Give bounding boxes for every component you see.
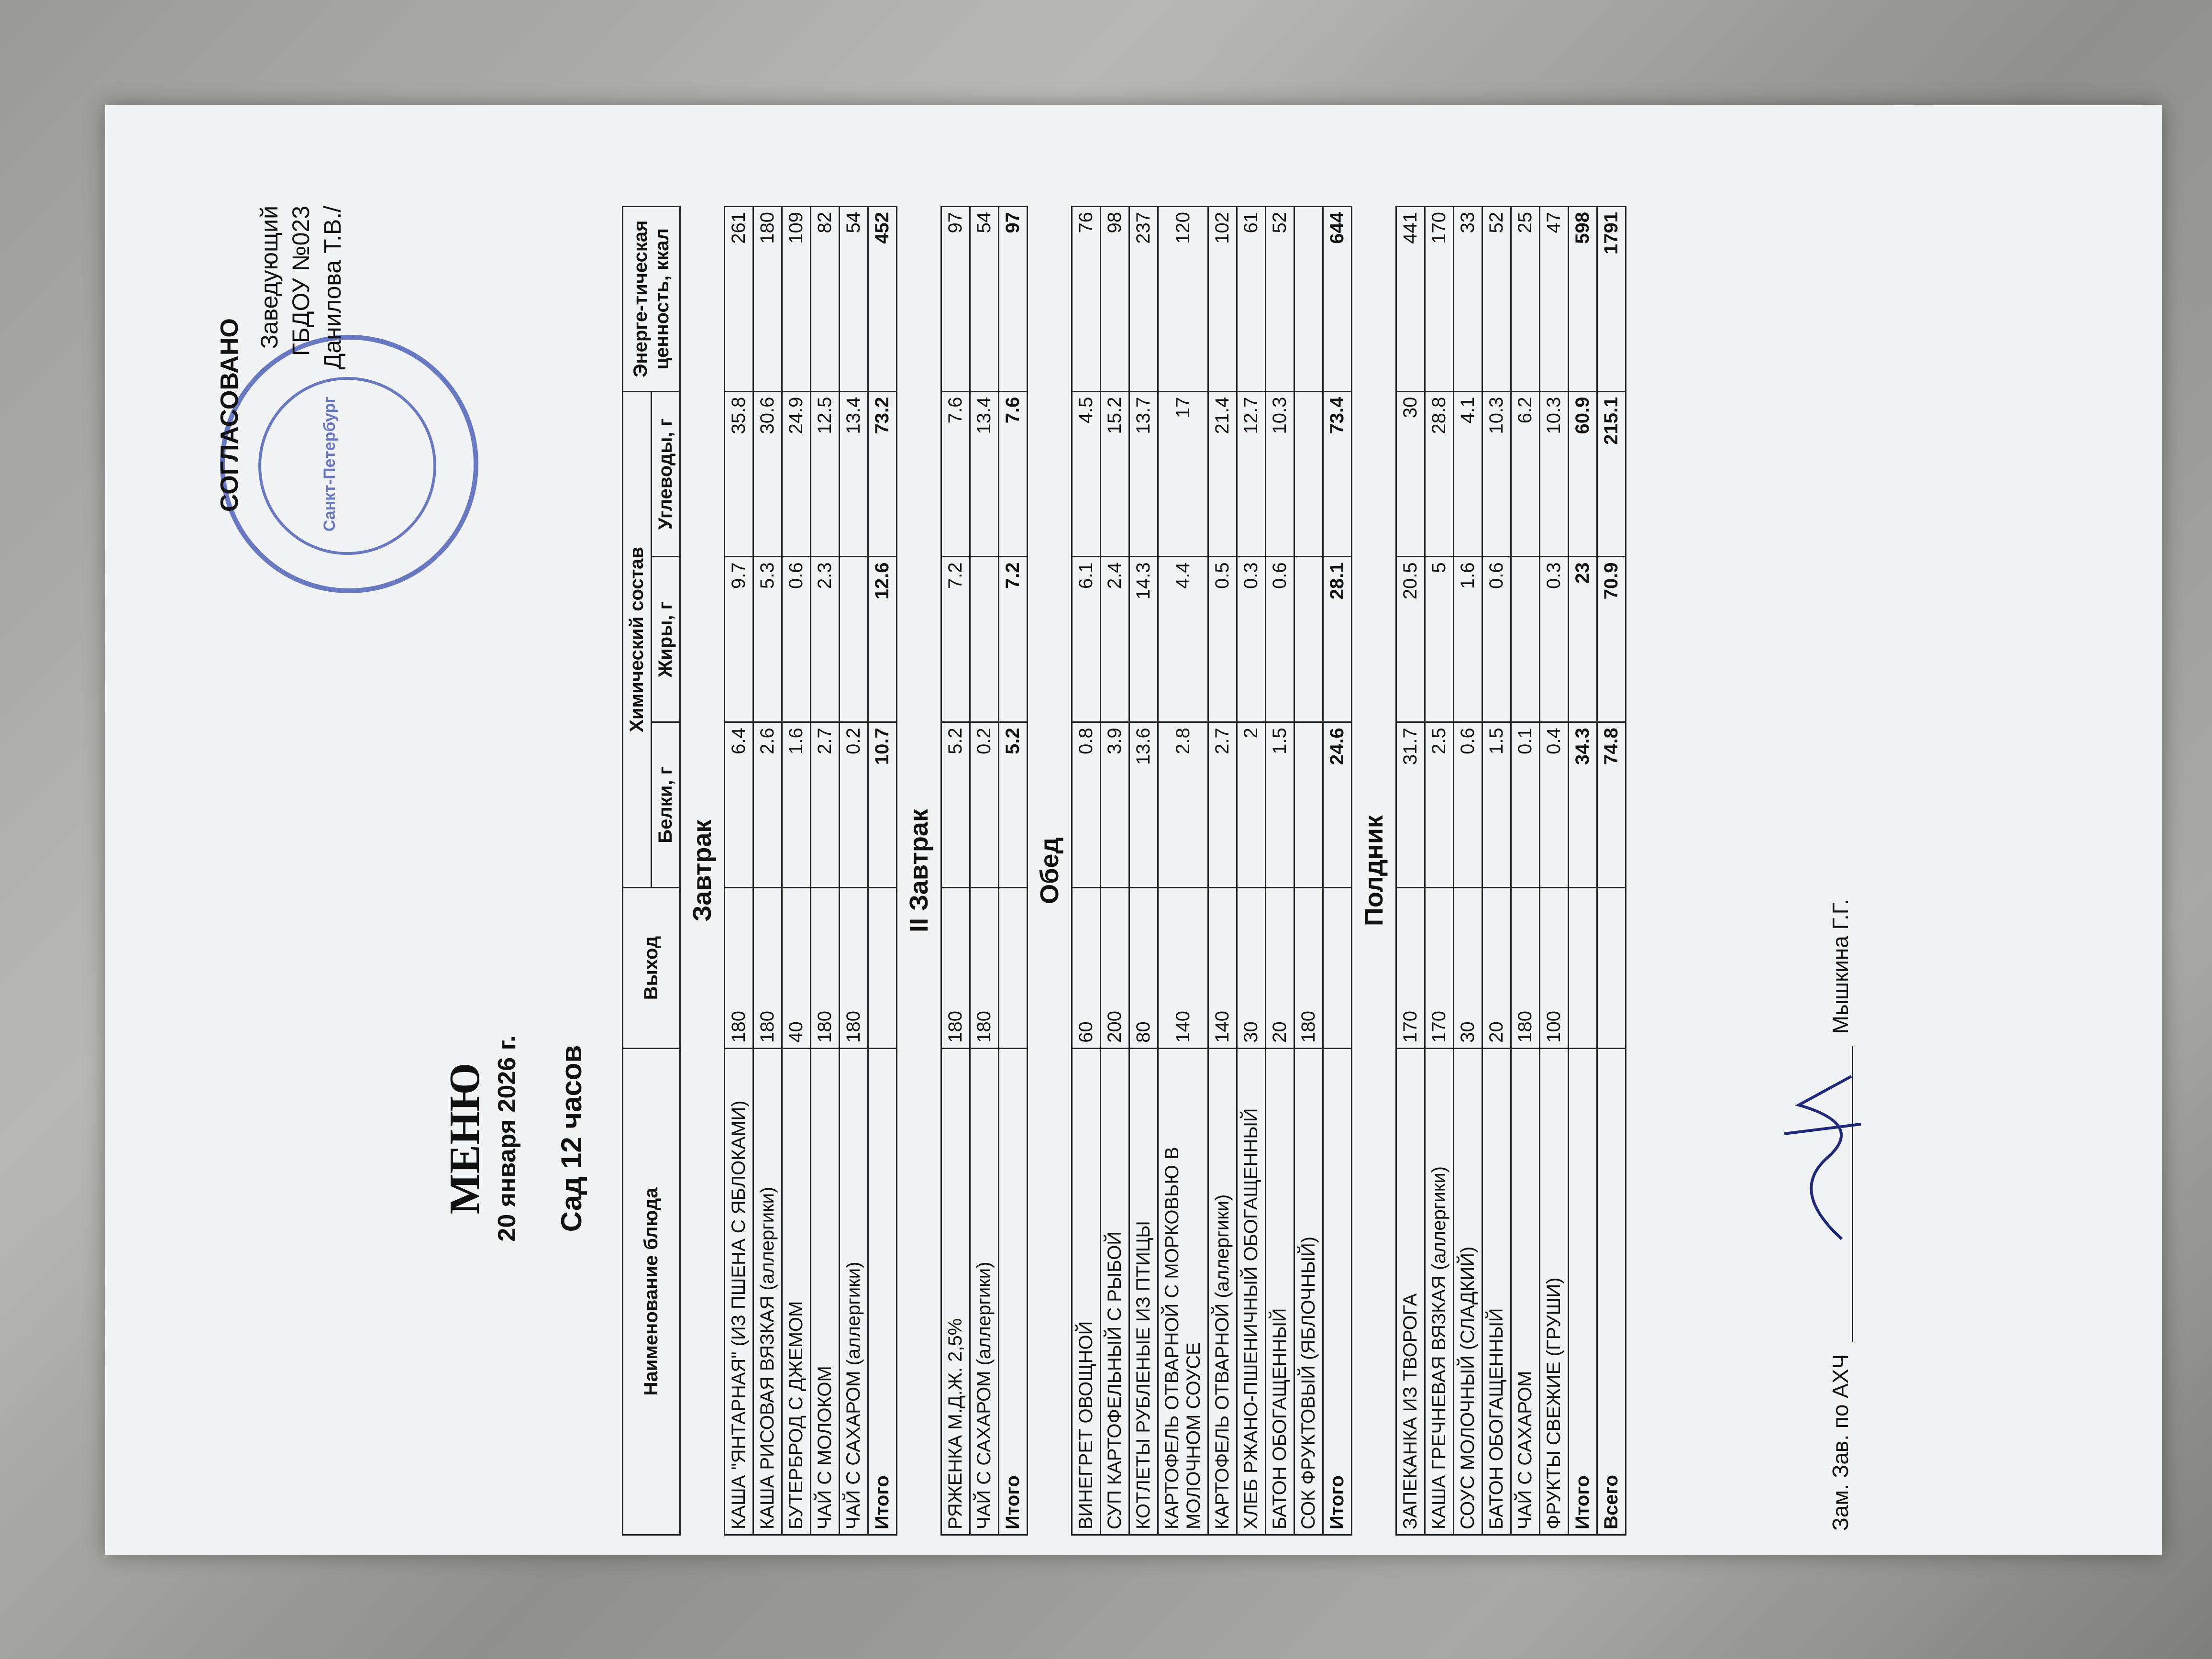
dish-output: 180 [811,888,840,1049]
table-row [1266,207,1294,1535]
header-energy: Энерге-тическая ценность, ккал [623,207,680,392]
dish-name: КОТЛЕТЫ РУБЛЕНЫЕ ИЗ ПТИЦЫ [1129,1048,1158,1535]
dish-carb: 28.8 [1425,391,1454,557]
dish-name: СУП КАРТОФЕЛЬНЫЙ С РЫБОЙ [1101,1048,1129,1535]
dish-carb: 13.4 [840,391,868,557]
dish-protein: 1.6 [782,722,811,888]
header-output: Выход [623,888,680,1049]
dish-name: Итого [1323,1048,1352,1535]
dish-energy: 644 [1323,207,1352,392]
dish-output: 180 [753,888,782,1049]
dish-energy: 52 [1482,207,1511,392]
dish-carb: 30.6 [753,391,782,557]
dish-protein: 34.3 [1569,722,1597,888]
dish-name: ВИНЕГРЕТ ОВОЩНОЙ [1072,1048,1101,1535]
dish-protein: 74.8 [1597,722,1626,888]
dish-energy: 120 [1158,207,1208,392]
dish-output: 180 [970,888,999,1049]
group-name: Сад 12 часов [555,1045,587,1232]
menu-table [622,206,1626,1536]
table-row [782,207,811,1535]
approval-heading: СОГЛАСОВАНО [216,318,243,512]
section-title: Обед [1028,207,1072,1535]
dish-name: БАТОН ОБОГАЩЕННЫЙ [1482,1048,1511,1535]
dish-output [1597,888,1626,1049]
menu-table-body [680,207,1626,1535]
menu-document [201,182,2114,1545]
dish-carb [1294,391,1323,557]
table-row [1208,207,1237,1535]
table-row [753,207,782,1535]
dish-energy: 25 [1511,207,1540,392]
dish-fat: 12.6 [868,557,897,722]
dish-name: СОУС МОЛОЧНЫЙ (СЛАДКИЙ) [1454,1048,1482,1535]
dish-carb: 6.2 [1511,391,1540,557]
table-row [1425,207,1454,1535]
section-header [1352,207,1396,1535]
menu-table-header [623,207,680,1535]
dish-fat: 7.2 [999,557,1028,722]
dish-protein: 6.4 [725,722,753,888]
dish-fat [970,557,999,722]
dish-carb: 17 [1158,391,1208,557]
dish-name: КАША РИСОВАЯ ВЯЗКАЯ (аллергики) [753,1048,782,1535]
dish-energy: 52 [1266,207,1294,392]
dish-protein [1294,722,1323,888]
dish-output: 80 [1129,888,1158,1049]
dish-protein: 24.6 [1323,722,1352,888]
dish-name: ФРУКТЫ СВЕЖИЕ (ГРУШИ) [1540,1048,1569,1535]
dish-carb: 7.6 [941,391,970,557]
dish-fat [840,557,868,722]
dish-carb: 4.5 [1072,391,1101,557]
section-total-row [999,207,1028,1535]
dish-carb: 73.2 [868,391,897,557]
dish-output: 40 [782,888,811,1049]
dish-name: КАРТОФЕЛЬ ОТВАРНОЙ (аллергики) [1208,1048,1237,1535]
dish-protein: 2.8 [1158,722,1208,888]
dish-energy [1294,207,1323,392]
dish-output: 60 [1072,888,1101,1049]
table-row [1540,207,1569,1535]
approval-line2: ГБДОУ №023 [288,206,314,356]
table-row [1237,207,1266,1535]
dish-protein: 2 [1237,722,1266,888]
dish-energy: 102 [1208,207,1237,392]
table-row [725,207,753,1535]
dish-fat [1511,557,1540,722]
dish-fat: 28.1 [1323,557,1352,722]
dish-output [868,888,897,1049]
table-row [1511,207,1540,1535]
dish-fat: 20.5 [1396,557,1425,722]
section-total-row [868,207,897,1535]
dish-name: КАРТОФЕЛЬ ОТВАРНОЙ С МОРКОВЬЮ В МОЛОЧНОМ СОУСЕ [1158,1048,1208,1535]
table-row [840,207,868,1535]
dish-carb: 10.3 [1540,391,1569,557]
dish-carb: 15.2 [1101,391,1129,557]
stamp-text: Санкт-Петербург [321,396,339,532]
dish-energy: 82 [811,207,840,392]
dish-protein: 0.6 [1454,722,1482,888]
dish-energy: 33 [1454,207,1482,392]
dish-carb: 12.7 [1237,391,1266,557]
signer-name: Мышкина Г.Г. [1828,899,1853,1034]
dish-output: 180 [725,888,753,1049]
header-dish-name: Наименование блюда [623,1048,680,1535]
table-row [1072,207,1101,1535]
dish-output [1569,888,1597,1049]
table-row [1101,207,1129,1535]
table-row [1396,207,1425,1535]
dish-name: БАТОН ОБОГАЩЕННЫЙ [1266,1048,1294,1535]
dish-carb: 24.9 [782,391,811,557]
dish-protein: 5.2 [999,722,1028,888]
dish-output [1323,888,1352,1049]
dish-fat: 0.6 [782,557,811,722]
dish-fat: 0.3 [1237,557,1266,722]
dish-energy: 441 [1396,207,1425,392]
dish-energy: 180 [753,207,782,392]
dish-carb: 12.5 [811,391,840,557]
dish-protein: 10.7 [868,722,897,888]
dish-fat: 4.4 [1158,557,1208,722]
dish-energy: 237 [1129,207,1158,392]
table-row [941,207,970,1535]
dish-fat: 2.4 [1101,557,1129,722]
dish-output: 180 [1294,888,1323,1049]
approval-block [254,206,348,502]
dish-energy: 109 [782,207,811,392]
menu-date: 20 января 2026 г. [493,1035,521,1242]
section-header [680,207,725,1535]
section-title: Полдник [1352,207,1396,1535]
dish-name: КАША ГРЕЧНЕВАЯ ВЯЗКАЯ (аллергики) [1425,1048,1454,1535]
dish-fat: 5.3 [753,557,782,722]
dish-carb: 35.8 [725,391,753,557]
dish-energy: 61 [1237,207,1266,392]
dish-energy: 97 [999,207,1028,392]
dish-fat: 14.3 [1129,557,1158,722]
section-header [897,207,941,1535]
dish-output [999,888,1028,1049]
header-fat: Жиры, г [652,557,680,722]
dish-output: 20 [1482,888,1511,1049]
section-total-row [1569,207,1597,1535]
dish-fat: 0.3 [1540,557,1569,722]
dish-carb: 13.7 [1129,391,1158,557]
dish-name: КАША "ЯНТАРНАЯ" (ИЗ ПШЕНА С ЯБЛОКАМИ) [725,1048,753,1535]
section-header [1028,207,1072,1535]
dish-energy: 170 [1425,207,1454,392]
dish-carb: 10.3 [1266,391,1294,557]
dish-output: 180 [840,888,868,1049]
dish-energy: 261 [725,207,753,392]
dish-output: 30 [1454,888,1482,1049]
dish-energy: 598 [1569,207,1597,392]
dish-energy: 47 [1540,207,1569,392]
dish-energy: 97 [941,207,970,392]
dish-protein: 1.5 [1266,722,1294,888]
dish-output: 30 [1237,888,1266,1049]
dish-protein: 2.7 [811,722,840,888]
dish-output: 140 [1158,888,1208,1049]
header-carb: Углеводы, г [652,391,680,557]
dish-protein: 0.2 [970,722,999,888]
dish-name: Итого [1569,1048,1597,1535]
section-title: II Завтрак [897,207,941,1535]
table-row [1158,207,1208,1535]
signer-role: Зам. Зав. по АХЧ [1828,1354,1853,1531]
table-row [811,207,840,1535]
dish-protein: 5.2 [941,722,970,888]
approval-line3: Данилова Т.В./ [319,206,346,370]
header-chem: Химический состав [623,391,652,888]
dish-output: 100 [1540,888,1569,1049]
dish-carb: 215.1 [1597,391,1626,557]
dish-name: СОК ФРУКТОВЫЙ (ЯБЛОЧНЫЙ) [1294,1048,1323,1535]
approval-line1: Заведующий [256,206,283,349]
dish-fat: 1.6 [1454,557,1482,722]
dish-name: ЧАЙ С САХАРОМ (аллергики) [840,1048,868,1535]
dish-protein: 0.1 [1511,722,1540,888]
dish-output: 200 [1101,888,1129,1049]
table-row [1482,207,1511,1535]
dish-output: 180 [1511,888,1540,1049]
dish-name: Итого [868,1048,897,1535]
table-row [1294,207,1323,1535]
section-total-row [1323,207,1352,1535]
dish-protein: 0.4 [1540,722,1569,888]
dish-name: ХЛЕБ РЖАНО-ПШЕНИЧНЫЙ ОБОГАЩЕННЫЙ [1237,1048,1266,1535]
grand-total-row [1597,207,1626,1535]
dish-energy: 1791 [1597,207,1626,392]
dish-energy: 452 [868,207,897,392]
dish-name: ЗАПЕКАНКА ИЗ ТВОРОГА [1396,1048,1425,1535]
dish-protein: 3.9 [1101,722,1129,888]
dish-protein: 2.7 [1208,722,1237,888]
table-row [970,207,999,1535]
dish-protein: 0.2 [840,722,868,888]
dish-fat: 9.7 [725,557,753,722]
dish-fat: 23 [1569,557,1597,722]
dish-name: Всего [1597,1048,1626,1535]
dish-carb: 30 [1396,391,1425,557]
dish-name: Итого [999,1048,1028,1535]
dish-energy: 76 [1072,207,1101,392]
dish-name: БУТЕРБРОД С ДЖЕМОМ [782,1048,811,1535]
dish-carb: 13.4 [970,391,999,557]
section-title: Завтрак [680,207,725,1535]
dish-energy: 54 [970,207,999,392]
dish-name: ЧАЙ С САХАРОМ [1511,1048,1540,1535]
dish-protein: 1.5 [1482,722,1511,888]
paper-sheet [105,105,2162,1555]
dish-protein: 31.7 [1396,722,1425,888]
dish-fat: 0.5 [1208,557,1237,722]
page-title: МЕНЮ [441,1062,488,1215]
dish-protein: 0.8 [1072,722,1101,888]
dish-carb: 60.9 [1569,391,1597,557]
dish-fat: 7.2 [941,557,970,722]
dish-fat: 70.9 [1597,557,1626,722]
dish-carb: 73.4 [1323,391,1352,557]
dish-energy: 98 [1101,207,1129,392]
dish-fat: 5 [1425,557,1454,722]
dish-protein: 2.6 [753,722,782,888]
dish-output: 140 [1208,888,1237,1049]
handwritten-signature [1770,1048,1866,1249]
table-row [1454,207,1482,1535]
dish-carb: 10.3 [1482,391,1511,557]
dish-protein: 2.5 [1425,722,1454,888]
dish-name: ЧАЙ С МОЛОКОМ [811,1048,840,1535]
dish-name: ЧАЙ С САХАРОМ (аллергики) [970,1048,999,1535]
dish-output: 170 [1396,888,1425,1049]
dish-energy: 54 [840,207,868,392]
dish-carb: 21.4 [1208,391,1237,557]
header-protein: Белки, г [652,722,680,888]
dish-carb: 4.1 [1454,391,1482,557]
dish-output: 20 [1266,888,1294,1049]
dish-carb: 7.6 [999,391,1028,557]
dish-fat: 2.3 [811,557,840,722]
dish-protein: 13.6 [1129,722,1158,888]
dish-fat: 0.6 [1482,557,1511,722]
dish-name: РЯЖЕНКА М.Д.Ж. 2,5% [941,1048,970,1535]
dish-output: 180 [941,888,970,1049]
dish-fat: 6.1 [1072,557,1101,722]
dish-output: 170 [1425,888,1454,1049]
dish-fat [1294,557,1323,722]
dish-fat: 0.6 [1266,557,1294,722]
table-row [1129,207,1158,1535]
